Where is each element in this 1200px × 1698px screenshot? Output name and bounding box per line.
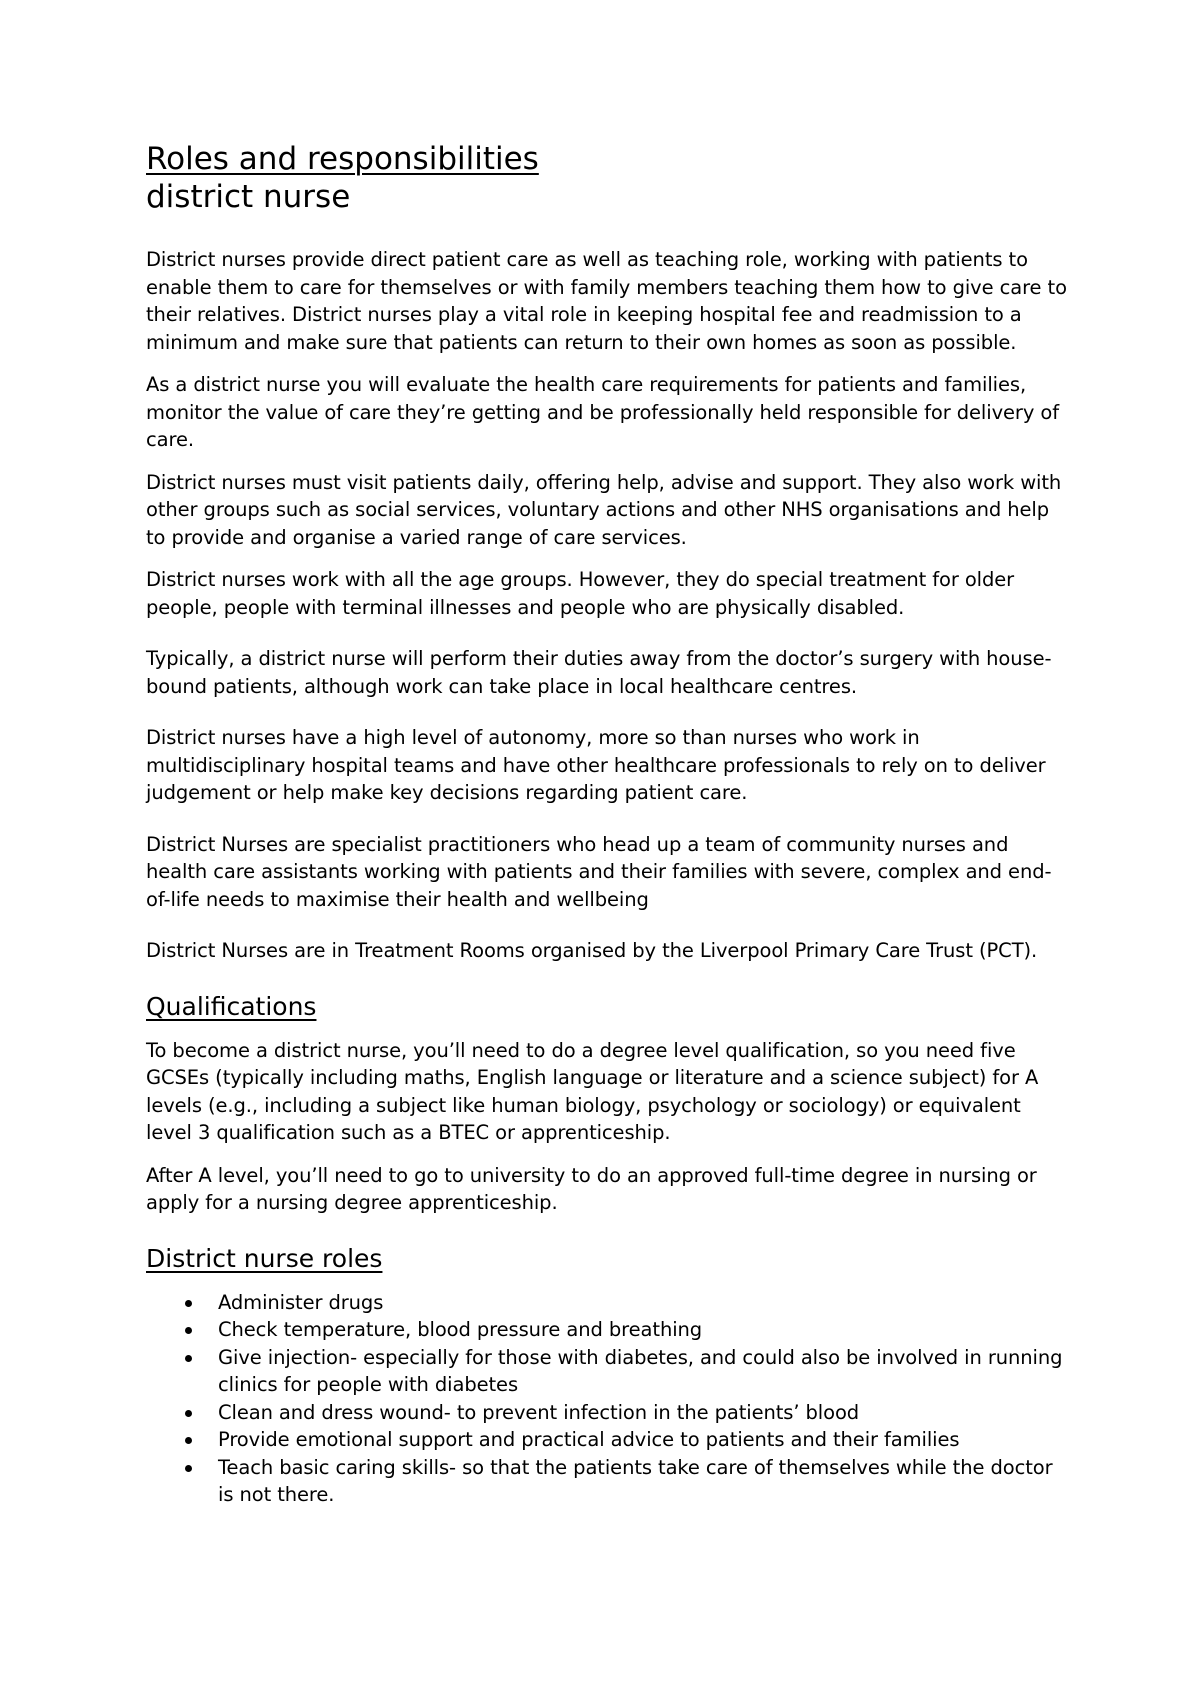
qualifications-paragraph-2: After A level, you’ll need to go to university to do an approved full-time degree in nursing or apply for a nursing degree apprenticeship. [146, 1163, 1037, 1214]
title-main: Roles and responsibilities [146, 141, 539, 177]
list-item-text: Give injection- especially for those with diabetes, and could also be involved in running clinics for people with diabetes [218, 1345, 1063, 1396]
list-item-text: Administer drugs [218, 1290, 384, 1314]
list-item-text: Provide emotional support and practical advice to patients and their families [218, 1428, 960, 1451]
bullet-icon [185, 1327, 192, 1334]
list-item [146, 1289, 1071, 1317]
bullet-icon [185, 1437, 192, 1444]
intro-paragraph-8: District Nurses are in Treatment Rooms organised by the Liverpool Primary Care Trust (PCT). [146, 939, 1038, 962]
bullet-icon [185, 1355, 192, 1362]
bullet-icon [185, 1410, 192, 1417]
roles-heading: District nurse roles [146, 1243, 383, 1273]
list-item [146, 1454, 1071, 1509]
intro-paragraph-2: As a district nurse you will evaluate the health care requirements for patients and families, monitor the value of care they’re getting and be professionally held responsible for delivery of care. [146, 373, 1059, 451]
list-item [146, 1426, 1071, 1454]
list-item-text: Check temperature, blood pressure and breathing [218, 1318, 703, 1341]
intro-paragraph-3: District nurses must visit patients daily, offering help, advise and support. They also work with other groups such as social services, voluntary actions and other NHS organisations and help to provide and organise a varied range of care services. [146, 470, 1062, 549]
roles-list [146, 1289, 1071, 1509]
list-item [146, 1344, 1071, 1399]
list-item-text: Clean and dress wound- to prevent infection in the patients’ blood [218, 1400, 860, 1424]
bullet-icon [185, 1300, 192, 1307]
intro-paragraph-6: District nurses have a high level of autonomy, more so than nurses who work in multidisciplinary hospital teams and have other healthcare professionals to rely on to deliver judgement or help make key decisions regarding patient care. [146, 726, 1046, 804]
qualifications-heading: Qualifications [146, 991, 317, 1021]
intro-paragraph-7: District Nurses are specialist practitioners who head up a team of community nurses and health care assistants working with patients and their families with severe, complex and end-of-life needs to maximise their health and wellbeing [146, 832, 1052, 911]
list-item [146, 1399, 1071, 1427]
qualifications-paragraph-1: To become a district nurse, you’ll need to do a degree level qualification, so you need five GCSEs (typically including maths, English language or literature and a science subject) for A levels (e.g., including a subject like human biology, psychology or sociology) or equivalent level 3 qualification such as a BTEC or apprenticeship. [146, 1038, 1039, 1144]
list-item [146, 1316, 1071, 1344]
intro-paragraph-4: District nurses work with all the age groups. However, they do special treatment for older people, people with terminal illnesses and people who are physically disabled. [146, 568, 1015, 619]
intro-paragraph-1: District nurses provide direct patient care as well as teaching role, working with patients to enable them to care for themselves or with family members teaching them how to give care to their relatives. District nurses play a vital role in keeping hospital fee and readmission to a minimum and make sure that patients can return to their own homes as soon as possible. [146, 248, 1067, 354]
bullet-icon [185, 1465, 192, 1472]
document-page [146, 140, 1071, 1509]
intro-paragraph-5: Typically, a district nurse will perform their duties away from the doctor’s surgery with house-bound patients, although work can take place in local healthcare centres. [146, 647, 1052, 698]
list-item-text: Teach basic caring skills- so that the patients take care of themselves while the doctor is not there. [218, 1455, 1053, 1506]
document-title [146, 140, 1071, 216]
title-sub: district nurse [146, 179, 351, 215]
